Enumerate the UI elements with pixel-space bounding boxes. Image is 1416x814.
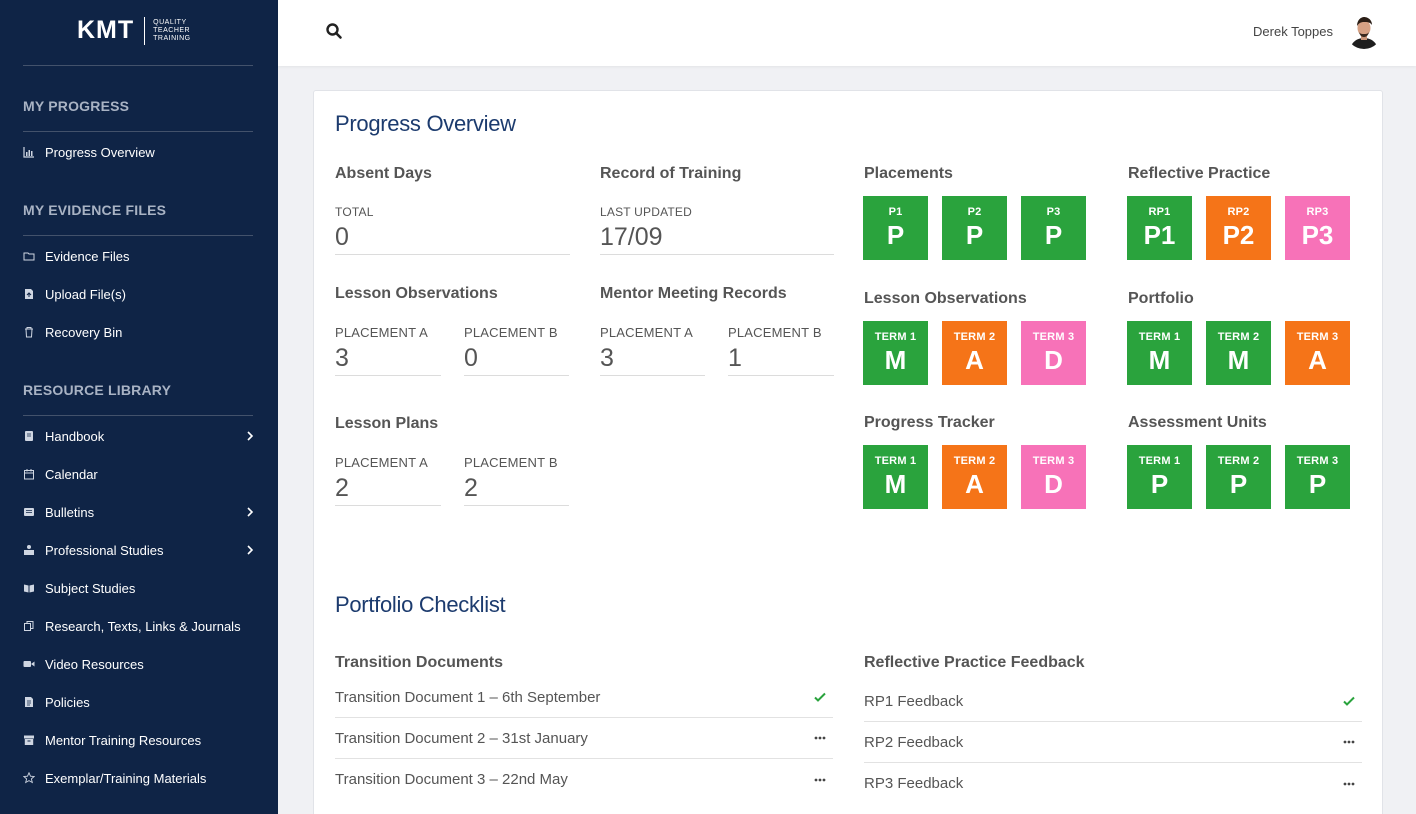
- sidebar-item-label: Policies: [45, 694, 90, 710]
- status-tile[interactable]: [1285, 445, 1350, 509]
- checklist-row[interactable]: [864, 763, 1362, 804]
- tile-label: RP1: [1148, 206, 1171, 218]
- sidebar-item-professional-studies[interactable]: [23, 537, 259, 563]
- tile-grade: P: [1150, 469, 1169, 499]
- sidebar-item-recovery-bin[interactable]: [23, 319, 259, 345]
- record-of-training-title: Record of Training: [600, 165, 742, 182]
- copy-icon: [23, 620, 35, 632]
- sidebar-item-bulletins[interactable]: [23, 499, 259, 525]
- checklist-row[interactable]: [864, 681, 1362, 722]
- status-tile[interactable]: [1285, 196, 1350, 260]
- sidebar-item-video-resources[interactable]: [23, 651, 259, 677]
- lesson-observations-placement-a: [335, 325, 441, 376]
- tile-label: TERM 2: [1217, 331, 1260, 343]
- placements-title: Placements: [864, 165, 953, 182]
- sidebar-item-calendar[interactable]: [23, 461, 259, 487]
- tile-grade: P1: [1143, 220, 1176, 250]
- status-tile[interactable]: [863, 445, 928, 509]
- status-tile[interactable]: [1021, 445, 1086, 509]
- tile-grade: P: [965, 220, 984, 250]
- tile-grade: M: [1148, 345, 1171, 375]
- tile-grade: A: [965, 345, 984, 375]
- sidebar-item-label: Upload File(s): [45, 286, 126, 302]
- progress-overview-title: Progress Overview: [335, 111, 516, 136]
- lesson-observations-placement-b: [464, 325, 569, 376]
- stat-label: PLACEMENT A: [335, 455, 428, 470]
- status-tile[interactable]: [1127, 196, 1192, 260]
- brand-tagline-line: QUALITY: [153, 18, 187, 26]
- checklist-label: RP2 Feedback: [864, 733, 964, 751]
- reflective-practice-feedback-title: Reflective Practice Feedback: [864, 654, 1085, 671]
- stat-label: PLACEMENT B: [464, 455, 558, 470]
- status-tile[interactable]: [863, 196, 928, 260]
- transition-documents-title: Transition Documents: [335, 654, 504, 671]
- stat-label: PLACEMENT B: [728, 325, 822, 340]
- tile-label: P3: [1046, 206, 1061, 218]
- avatar[interactable]: [1346, 13, 1382, 49]
- tile-grade: M: [1227, 345, 1250, 375]
- tile-grade: P: [1229, 469, 1248, 499]
- more-options-icon[interactable]: [1342, 777, 1356, 791]
- trash-icon: [23, 326, 35, 338]
- checklist-row[interactable]: [335, 677, 833, 718]
- checklist-row[interactable]: [335, 718, 833, 759]
- status-tile[interactable]: [1206, 196, 1271, 260]
- sidebar-divider: [23, 65, 253, 66]
- status-tile[interactable]: [1206, 321, 1271, 385]
- more-options-icon[interactable]: [1342, 735, 1356, 749]
- star-icon: [23, 772, 35, 784]
- tile-grade: P3: [1301, 220, 1334, 250]
- status-tile[interactable]: [1127, 321, 1192, 385]
- tile-label: TERM 1: [874, 455, 917, 467]
- tile-label: TERM 3: [1032, 455, 1075, 467]
- sidebar-heading-my-progress: MY PROGRESS: [23, 98, 130, 114]
- lesson-plans-title: Lesson Plans: [335, 415, 439, 432]
- chevron-right-icon: [245, 429, 255, 443]
- mentor-meeting-records-title: Mentor Meeting Records: [600, 285, 787, 302]
- assessment-units-title: Assessment Units: [1128, 414, 1267, 431]
- calendar-icon: [23, 468, 35, 480]
- absent-days-stat: [335, 205, 570, 255]
- sidebar-item-label: Progress Overview: [45, 144, 155, 160]
- brand-tagline-line: TRAINING: [153, 34, 191, 42]
- sidebar-item-mentor-training-resources[interactable]: [23, 727, 259, 753]
- search-icon[interactable]: [325, 22, 343, 40]
- tile-grade: M: [884, 345, 907, 375]
- stat-value: 2: [464, 474, 478, 502]
- progress-tracker-title: Progress Tracker: [864, 414, 995, 431]
- book-icon: [23, 430, 35, 442]
- more-options-icon[interactable]: [813, 731, 827, 745]
- lesson-observations-grid-title: Lesson Observations: [864, 290, 1027, 307]
- checklist-row[interactable]: [864, 722, 1362, 763]
- sidebar-item-label: Video Resources: [45, 656, 144, 672]
- stat-value: 2: [335, 474, 349, 502]
- sidebar-item-label: Professional Studies: [45, 542, 164, 558]
- tile-label: TERM 3: [1296, 455, 1339, 467]
- sidebar-divider: [23, 235, 253, 236]
- sidebar-item-label: Research, Texts, Links & Journals: [45, 618, 241, 634]
- sidebar-item-policies[interactable]: [23, 689, 259, 715]
- sidebar-item-label: Evidence Files: [45, 248, 130, 264]
- stat-value: 3: [600, 344, 614, 372]
- tile-label: TERM 2: [953, 331, 996, 343]
- progress-tracker-tiles: [863, 445, 1086, 509]
- sidebar-item-label: Calendar: [45, 466, 98, 482]
- checklist-label: Transition Document 3 – 22nd May: [335, 771, 568, 788]
- user-avatar-icon: [1346, 13, 1382, 49]
- sidebar-item-handbook[interactable]: [23, 423, 259, 449]
- lesson-plans-placement-b: [464, 455, 569, 506]
- sidebar-heading-my-evidence-files: MY EVIDENCE FILES: [23, 202, 167, 218]
- tile-label: TERM 1: [1138, 455, 1181, 467]
- sidebar-item-label: Bulletins: [45, 504, 95, 520]
- mentor-meetings-placement-b: [728, 325, 834, 376]
- tile-grade: D: [1044, 469, 1063, 499]
- status-tile[interactable]: [1021, 321, 1086, 385]
- status-tile[interactable]: [863, 321, 928, 385]
- stat-label: PLACEMENT A: [335, 325, 428, 340]
- status-tile[interactable]: [942, 445, 1007, 509]
- sidebar-item-progress-overview[interactable]: [23, 139, 259, 165]
- folder-icon: [23, 250, 35, 262]
- user-name[interactable]: Derek Toppes: [1253, 24, 1333, 39]
- video-icon: [23, 658, 35, 670]
- brand-tagline: [153, 19, 190, 43]
- sidebar-item-label: Mentor Training Resources: [45, 732, 202, 748]
- lesson-observations-tiles: [863, 321, 1086, 385]
- lesson-observations-title: Lesson Observations: [335, 285, 498, 302]
- stat-value: 17/09: [600, 223, 663, 251]
- tile-label: TERM 1: [1138, 331, 1181, 343]
- stat-value: 1: [728, 344, 742, 372]
- placements-tiles: [863, 196, 1086, 260]
- tile-label: P1: [888, 206, 903, 218]
- tile-label: TERM 3: [1296, 331, 1339, 343]
- checklist-label: RP3 Feedback: [864, 775, 964, 792]
- sidebar-item-label: Handbook: [45, 428, 105, 444]
- reflective-practice-title: Reflective Practice: [1128, 165, 1271, 182]
- stat-value: 0: [464, 344, 478, 372]
- checklist-label: RP1 Feedback: [864, 692, 964, 710]
- sidebar-item-upload-files[interactable]: [23, 281, 259, 307]
- record-of-training-stat: [600, 205, 834, 255]
- mentor-meetings-placement-a: [600, 325, 705, 376]
- portfolio-checklist-title: Portfolio Checklist: [335, 592, 506, 617]
- checklist-row[interactable]: [335, 759, 833, 800]
- reflective-practice-tiles: [1127, 196, 1350, 260]
- brand-logo[interactable]: [77, 16, 191, 45]
- document-icon: [23, 696, 35, 708]
- sidebar-item-evidence-files[interactable]: [23, 243, 259, 269]
- sidebar-item-research-texts[interactable]: [23, 613, 259, 639]
- lesson-plans-placement-a: [335, 455, 441, 506]
- stat-label: PLACEMENT A: [600, 325, 693, 340]
- tile-grade: M: [884, 469, 907, 499]
- open-book-icon: [23, 582, 35, 594]
- sidebar-item-subject-studies[interactable]: [23, 575, 259, 601]
- sidebar-heading-resource-library: RESOURCE LIBRARY: [23, 382, 172, 398]
- tile-grade: A: [1308, 345, 1327, 375]
- tile-grade: P2: [1222, 220, 1255, 250]
- status-tile[interactable]: [942, 196, 1007, 260]
- stat-value: 3: [335, 344, 349, 372]
- stat-label: PLACEMENT B: [464, 325, 558, 340]
- tile-grade: P: [1308, 469, 1327, 499]
- users-icon: [23, 544, 35, 556]
- file-upload-icon: [23, 288, 35, 300]
- brand-separator: [144, 17, 145, 45]
- tile-label: TERM 2: [1217, 455, 1260, 467]
- tile-grade: P: [1044, 220, 1063, 250]
- stat-label: TOTAL: [335, 205, 374, 219]
- absent-days-title: Absent Days: [335, 165, 432, 182]
- stat-label: LAST UPDATED: [600, 205, 692, 219]
- tile-label: TERM 1: [874, 331, 917, 343]
- tile-grade: P: [886, 220, 905, 250]
- status-tile[interactable]: [1127, 445, 1192, 509]
- assessment-units-tiles: [1127, 445, 1350, 509]
- tile-label: P2: [967, 206, 982, 218]
- brand-name: KMT: [77, 16, 135, 44]
- status-tile[interactable]: [942, 321, 1007, 385]
- tile-grade: A: [965, 469, 984, 499]
- newspaper-icon: [23, 506, 35, 518]
- more-options-icon[interactable]: [813, 773, 827, 787]
- progress-card: [313, 90, 1383, 814]
- tile-label: RP2: [1227, 206, 1250, 218]
- brand-tagline-line: TEACHER: [153, 26, 191, 34]
- check-icon[interactable]: [813, 690, 827, 704]
- chevron-right-icon: [245, 543, 255, 557]
- bar-chart-icon: [23, 146, 35, 158]
- checklist-label: Transition Document 2 – 31st January: [335, 729, 588, 747]
- tile-label: TERM 2: [953, 455, 996, 467]
- status-tile[interactable]: [1206, 445, 1271, 509]
- sidebar-item-exemplar-training-materials[interactable]: [23, 765, 259, 791]
- sidebar-item-label: Exemplar/Training Materials: [45, 770, 207, 786]
- stat-value: 0: [335, 223, 349, 251]
- archive-icon: [23, 734, 35, 746]
- sidebar-item-label: Recovery Bin: [45, 324, 123, 340]
- check-icon[interactable]: [1342, 694, 1356, 708]
- sidebar-item-label: Subject Studies: [45, 580, 136, 596]
- tile-grade: D: [1044, 345, 1063, 375]
- checklist-label: Transition Document 1 – 6th September: [335, 688, 601, 706]
- sidebar: [0, 0, 278, 814]
- status-tile[interactable]: [1285, 321, 1350, 385]
- sidebar-divider: [23, 415, 253, 416]
- sidebar-divider: [23, 131, 253, 132]
- portfolio-title: Portfolio: [1128, 290, 1194, 307]
- topbar: [278, 0, 1416, 66]
- tile-label: TERM 3: [1032, 331, 1075, 343]
- status-tile[interactable]: [1021, 196, 1086, 260]
- chevron-right-icon: [245, 505, 255, 519]
- tile-label: RP3: [1306, 206, 1329, 218]
- portfolio-tiles: [1127, 321, 1350, 385]
